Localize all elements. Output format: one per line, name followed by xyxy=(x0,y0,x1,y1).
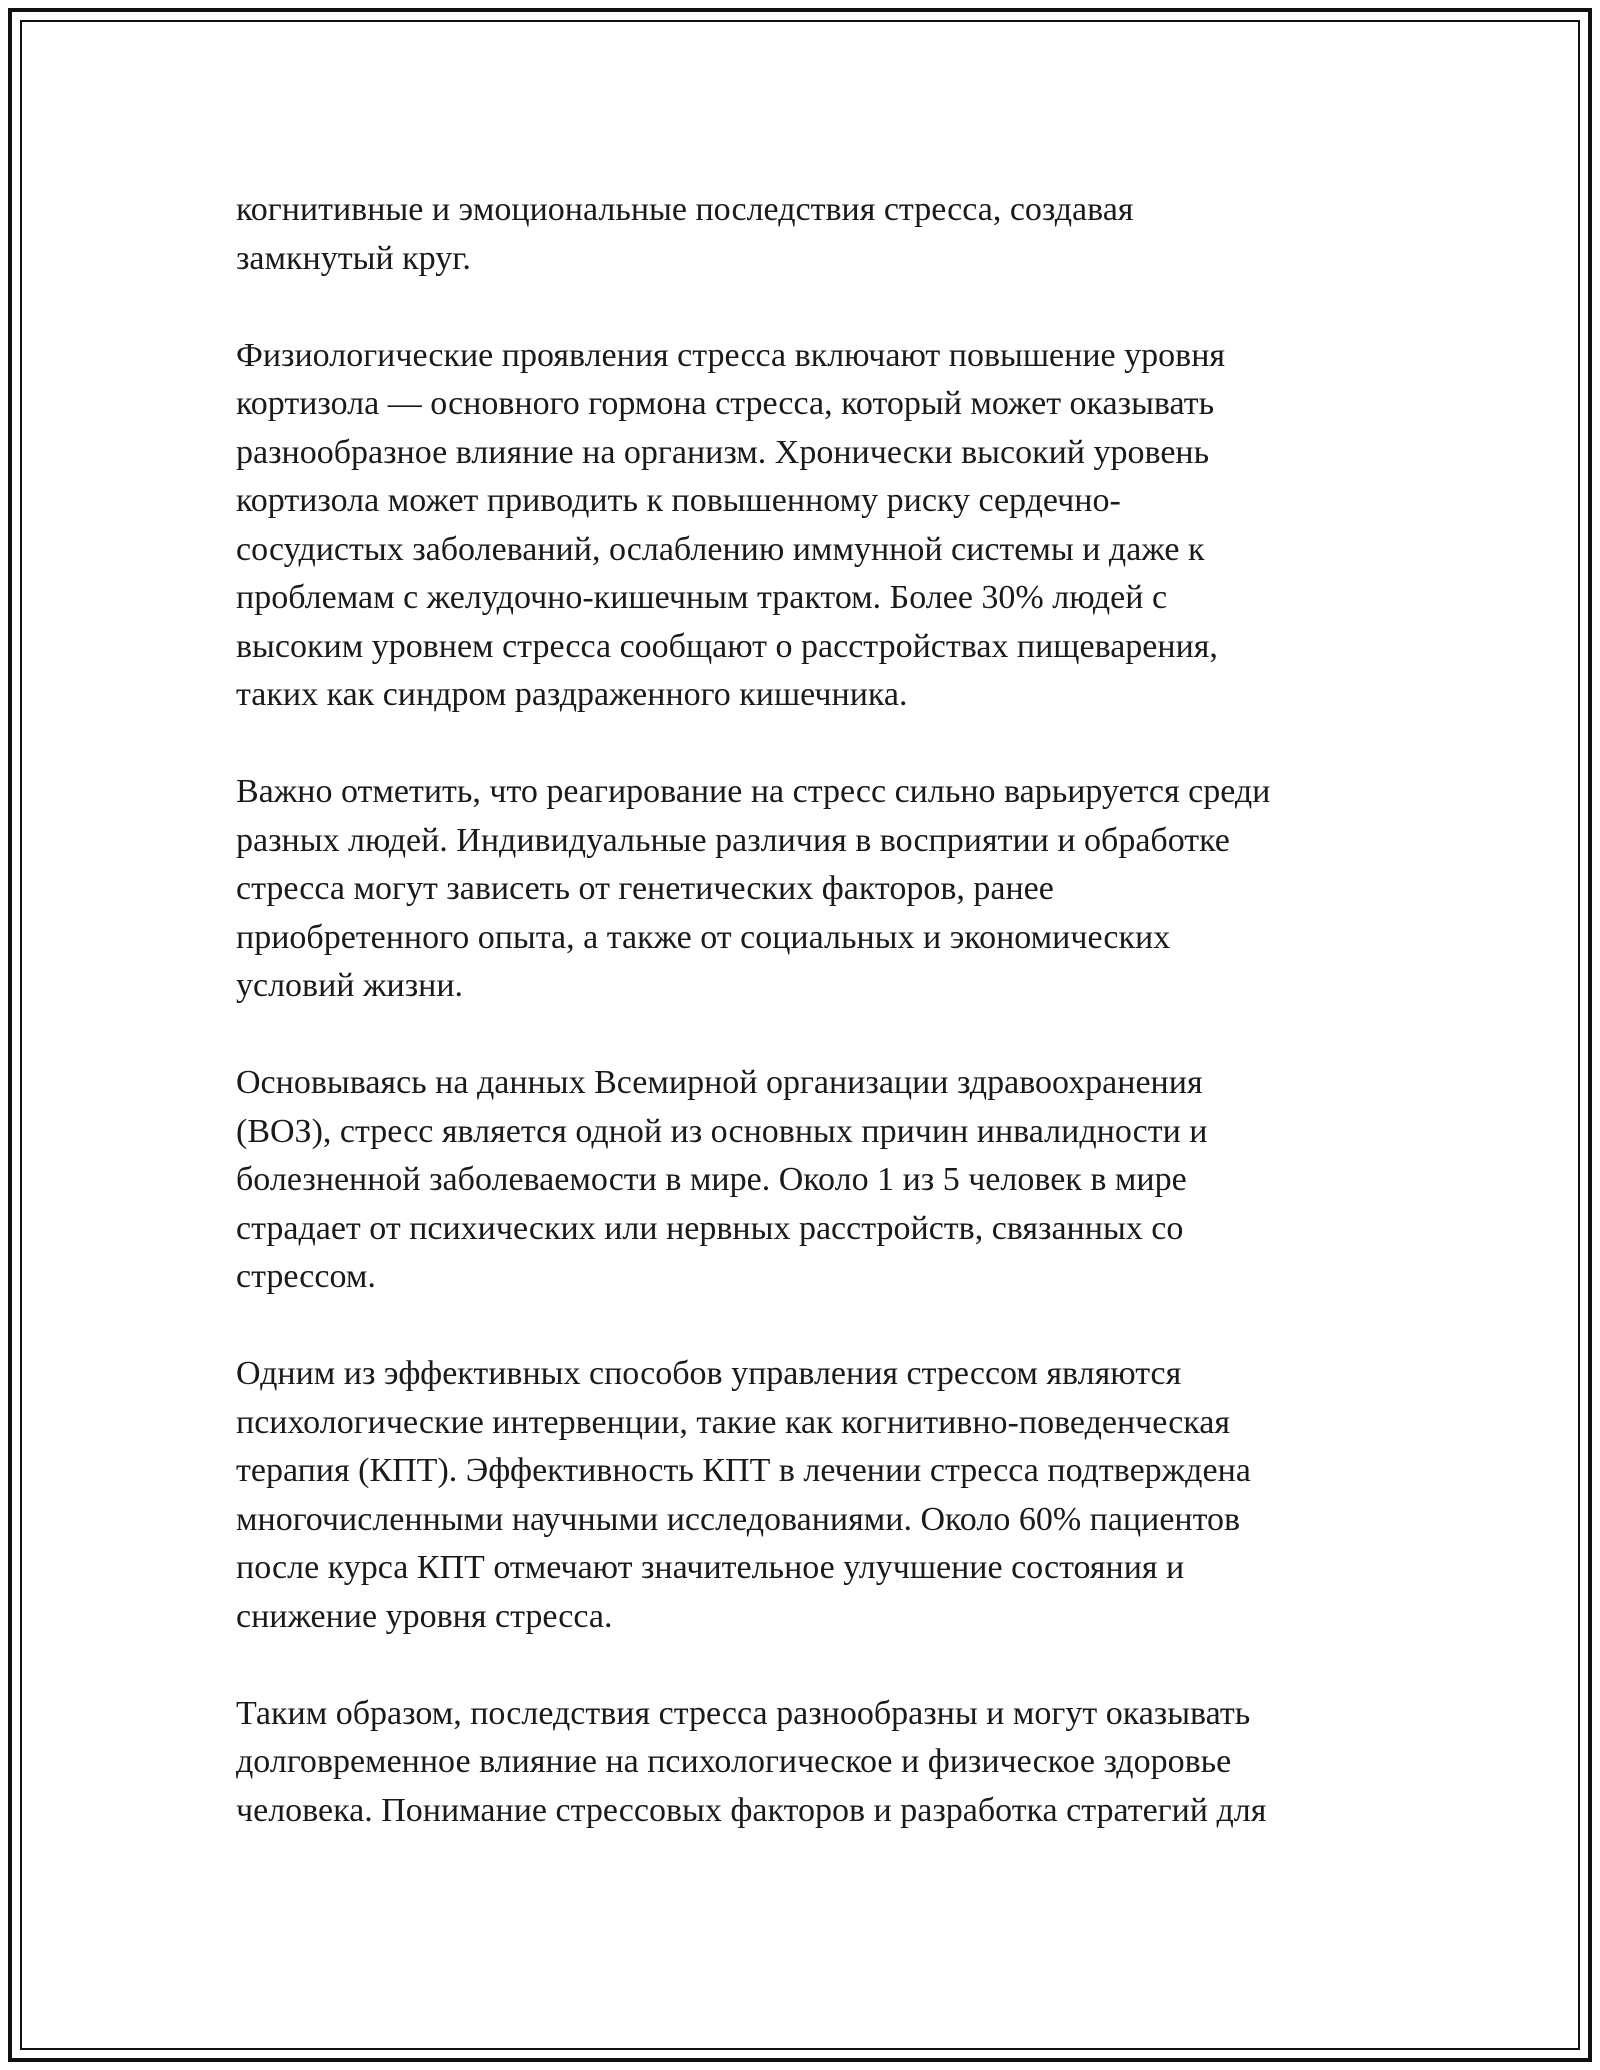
text-line: после курса КПТ отмечают значительное улучшение состояния и xyxy=(236,1549,1185,1586)
text-line: снижение уровня стресса. xyxy=(236,1597,613,1635)
text-line: многочисленными научными исследованиями. Около 60% пациентов xyxy=(236,1500,1241,1538)
text-line: высоким уровнем стресса сообщают о расстройствах пищеварения, xyxy=(236,627,1218,665)
text-line: Физиологические проявления стресса включают повышение уровня xyxy=(236,336,1226,374)
document-body xyxy=(236,186,1361,1835)
text-line: терапия (КПТ). Эффективность КПТ в лечении стресса подтверждена xyxy=(236,1452,1251,1489)
text-line: страдает от психических или нервных расстройств, связанных со xyxy=(236,1209,1184,1247)
paragraph-conclusion xyxy=(236,1690,1361,1836)
text-line: разнообразное влияние на организм. Хронически высокий уровень xyxy=(236,433,1210,471)
text-line: условий жизни. xyxy=(236,967,464,1004)
paragraph-stress-consequences-end xyxy=(236,186,1361,283)
text-line: сосудистых заболеваний, ослаблению иммунной системы и даже к xyxy=(236,530,1205,568)
text-line: таких как синдром раздраженного кишечника. xyxy=(236,676,908,713)
text-line: болезненной заболеваемости в мире. Около 1 из 5 человек в мире xyxy=(236,1161,1187,1198)
paragraph-physiological-effects xyxy=(236,332,1361,720)
text-line: Одним из эффективных способов управления стрессом являются xyxy=(236,1355,1182,1392)
text-line: приобретенного опыта, а также от социальных и экономических xyxy=(236,918,1171,956)
text-line: проблемам с желудочно-кишечным трактом. Более 30% людей с xyxy=(236,579,1168,616)
paragraph-individual-differences xyxy=(236,768,1361,1011)
text-line: долговременное влияние на психологическое и физическое здоровье xyxy=(236,1743,1232,1780)
text-line: разных людей. Индивидуальные различия в восприятии и обработке xyxy=(236,821,1230,859)
text-line: кортизола — основного гормона стресса, который может оказывать xyxy=(236,385,1215,422)
text-line: Важно отметить, что реагирование на стресс сильно варьируется среди xyxy=(236,773,1271,810)
paragraph-who-data xyxy=(236,1059,1361,1302)
text-line: стресса могут зависеть от генетических факторов, ранее xyxy=(236,870,1054,907)
text-line: кортизола может приводить к повышенному риску сердечно- xyxy=(236,482,1121,519)
text-line: Таким образом, последствия стресса разнообразны и могут оказывать xyxy=(236,1694,1251,1732)
text-line: когнитивные и эмоциональные последствия стресса, создавая xyxy=(236,191,1134,228)
text-line: человека. Понимание стрессовых факторов и разработка стратегий для xyxy=(236,1791,1267,1829)
text-line: Основываясь на данных Всемирной организации здравоохранения xyxy=(236,1064,1203,1101)
text-line: психологические интервенции, такие как когнитивно-поведенческая xyxy=(236,1403,1231,1441)
text-line: замкнутый круг. xyxy=(236,239,471,277)
text-line: (ВОЗ), стресс является одной из основных причин инвалидности и xyxy=(236,1112,1208,1150)
paragraph-cbt-interventions xyxy=(236,1350,1361,1641)
text-line: стрессом. xyxy=(236,1258,376,1295)
